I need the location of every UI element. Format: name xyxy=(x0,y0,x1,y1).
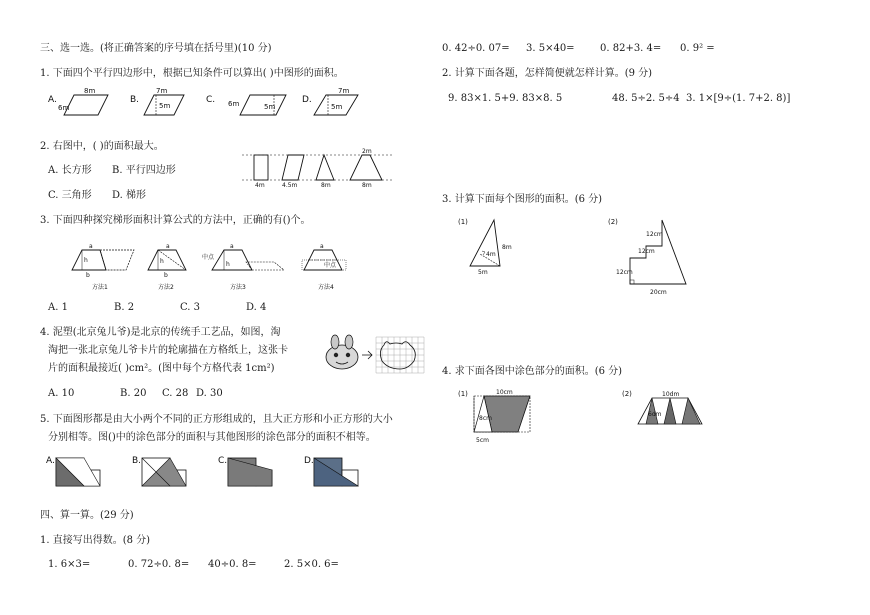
s4-q3-fig1-base: 5m xyxy=(478,269,488,276)
s4-q1-item-6: 3. 5×40= xyxy=(526,43,575,54)
s4-q2-question: 2. 计算下面各题，怎样简便就怎样计算。(9 分) xyxy=(442,68,653,79)
q2-trap-top: 2m xyxy=(362,148,372,155)
q4-option-a: A. 10 xyxy=(48,388,75,399)
q3-m2-h: h xyxy=(160,258,164,265)
s4-q1-item-3: 40÷0. 8= xyxy=(208,559,257,570)
q1-parallelograms-figure xyxy=(44,88,364,124)
q3-m1-b: b xyxy=(86,272,90,279)
q1-c-h: 5m xyxy=(264,103,276,111)
q1-b-top: 7m xyxy=(156,88,168,95)
q5-line-2: 分别相等。图()中的涂色部分的面积与其他图形的涂色部分的面积不相等。 xyxy=(48,432,376,443)
s4-q1-item-2: 0. 72÷0. 8= xyxy=(128,559,190,570)
q1-d-h: 5m xyxy=(331,103,343,111)
q3-question: 3. 下面四种探究梯形面积计算公式的方法中，正确的有()个。 xyxy=(40,215,311,226)
s4-q1-item-8: 0. 9² = xyxy=(680,43,715,54)
q1-a-top: 8m xyxy=(84,88,96,95)
q3-method-2: 方法2 xyxy=(158,284,174,291)
section-4-heading: 四、算一算。(29 分) xyxy=(40,510,134,521)
q3-m1-a: a xyxy=(89,243,93,250)
s4-q4-figures xyxy=(452,384,712,448)
s4-q4-fig2-label: (2) xyxy=(622,390,632,398)
q3-m2-b: b xyxy=(164,272,168,279)
q3-m4-mid: 中点 xyxy=(324,262,337,269)
q4-line-2: 淘把一张北京兔儿爷卡片的轮廓描在方格纸上，这张卡 xyxy=(48,345,288,356)
q1-c-side: 6m xyxy=(228,100,240,108)
q1-question: 1. 下面四个平行四边形中，根据已知条件可以算出( )中图形的面积。 xyxy=(40,68,344,79)
s4-q4-fig2-h: 6dm xyxy=(648,411,662,418)
q1-label-c: C. xyxy=(206,95,216,105)
q2-para-dim: 4.5m xyxy=(282,182,298,189)
q3-option-c: C. 3 xyxy=(180,302,201,313)
s4-q2-item-1: 9. 83×1. 5+9. 83×8. 5 xyxy=(448,93,563,104)
q1-label-b: B. xyxy=(130,95,140,105)
s4-q4-fig1-label: (1) xyxy=(458,390,468,398)
q3-m3-h: h xyxy=(226,261,230,268)
q3-method-4: 方法4 xyxy=(318,284,334,291)
s4-q4-fig1-h: 8cm xyxy=(479,415,492,422)
s4-q1-item-4: 2. 5×0. 6= xyxy=(284,559,339,570)
q1-d-top: 7m xyxy=(338,88,350,95)
q2-option-c: C. 三角形 xyxy=(48,190,92,201)
s4-q3-fig1-label: (1) xyxy=(458,218,468,226)
s4-q1-item-5: 0. 42÷0. 07= xyxy=(442,43,510,54)
q3-option-b: B. 2 xyxy=(114,302,135,313)
q3-method-1: 方法1 xyxy=(92,284,108,291)
s4-q3-fig1-h: 4m xyxy=(486,251,496,258)
q3-m4-a: a xyxy=(320,243,324,250)
s4-q3-fig2-label: (2) xyxy=(608,218,618,226)
q2-question: 2. 右图中，( )的面积最大。 xyxy=(40,141,164,152)
s4-q4-fig1-top: 10cm xyxy=(496,389,513,396)
q3-m2-a: a xyxy=(166,243,170,250)
s4-q3-fig2-dim-4: 20cm xyxy=(650,289,667,296)
s4-q3-fig2-dim-3: 12cm xyxy=(616,269,633,276)
q4-line-1: 4. 泥塑(北京兔儿爷)是北京的传统手工艺品，如图，淘 xyxy=(40,327,281,338)
s4-q4-question: 4. 求下面各图中涂色部分的面积。(6 分) xyxy=(442,366,623,377)
q2-option-d: D. 梯形 xyxy=(112,190,147,201)
q2-option-a: A. 长方形 xyxy=(48,165,92,176)
q5-label-b: B. xyxy=(132,456,142,466)
q3-m1-h: h xyxy=(84,257,88,264)
q3-m3-a: a xyxy=(230,243,234,250)
q1-label-a: A. xyxy=(48,95,57,105)
q1-b-h: 5m xyxy=(159,102,171,110)
q2-tri-dim: 8m xyxy=(321,182,331,189)
s4-q3-fig2-dim-2: 12cm xyxy=(638,248,655,255)
q2-trap-bottom: 8m xyxy=(362,182,372,189)
s4-q4-fig2-top: 10dm xyxy=(662,391,680,398)
s4-q1-item-1: 1. 6×3= xyxy=(48,559,91,570)
q4-option-d: D. 30 xyxy=(196,388,223,399)
s4-q3-question: 3. 计算下面每个图形的面积。(6 分) xyxy=(442,194,603,205)
q3-option-a: A. 1 xyxy=(48,302,68,313)
q4-option-c: C. 28 xyxy=(162,388,189,399)
q5-label-d: D. xyxy=(304,456,314,466)
q2-rect-dim: 4m xyxy=(255,182,265,189)
section-3-heading: 三、选一选。(将正确答案的序号填在括号里)(10 分) xyxy=(40,43,272,54)
q3-m3-mid: 中点 xyxy=(202,254,215,261)
s4-q2-item-2: 48. 5÷2. 5÷4 xyxy=(612,93,680,104)
q1-label-d: D. xyxy=(302,95,312,105)
q4-line-3: 片的面积最接近( )cm²。(图中每个方格代表 1cm²) xyxy=(48,363,275,374)
s4-q3-figures xyxy=(452,214,702,300)
q2-option-b: B. 平行四边形 xyxy=(112,165,176,176)
q3-method-3: 方法3 xyxy=(230,284,246,291)
q3-option-d: D. 4 xyxy=(246,302,267,313)
q3-methods-figure xyxy=(62,240,362,294)
q5-line-1: 5. 下面图形都是由大小两个不同的正方形组成的，且大正方形和小正方形的大小 xyxy=(40,414,393,425)
s4-q1-item-7: 0. 82+3. 4= xyxy=(600,43,662,54)
q5-squares-figure xyxy=(44,454,374,494)
s4-q2-item-3: 3. 1×[9÷(1. 7+2. 8)] xyxy=(686,93,791,104)
q1-a-side: 6m xyxy=(58,104,70,112)
q4-option-b: B. 20 xyxy=(120,388,147,399)
q5-label-a: A. xyxy=(46,456,55,466)
s4-q3-fig2-dim-1: 12cm xyxy=(646,231,663,238)
q5-label-c: C. xyxy=(218,456,228,466)
s4-q1-question: 1. 直接写出得数。(8 分) xyxy=(40,535,151,546)
q4-rabbit-figure xyxy=(322,333,426,377)
s4-q3-fig1-side: 8m xyxy=(502,244,512,251)
s4-q4-fig1-base: 5cm xyxy=(476,437,489,444)
q2-shapes-figure xyxy=(238,146,398,190)
